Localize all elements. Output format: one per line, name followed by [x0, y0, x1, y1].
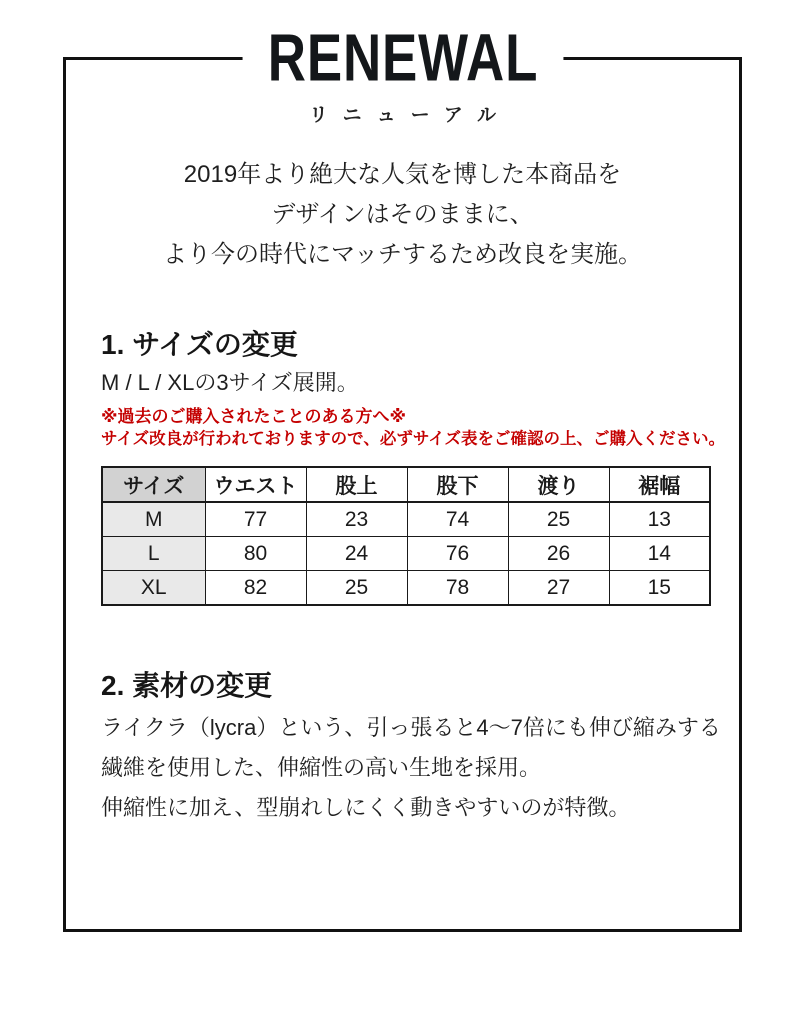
section2-heading: 2. 素材の変更 — [101, 670, 273, 701]
page-title: RENEWAL — [242, 21, 563, 95]
purchase-notice — [101, 406, 726, 450]
section-size-change — [101, 327, 726, 606]
cell-value: 78 — [407, 571, 508, 606]
col-header-size: サイズ — [102, 467, 205, 502]
cell-value: 25 — [306, 571, 407, 606]
intro-line: より今の時代にマッチするため改良を実施。 — [162, 241, 643, 268]
cell-value: 27 — [508, 571, 609, 606]
col-header-inseam: 股下 — [407, 467, 508, 502]
cell-value: 24 — [306, 537, 407, 571]
notice-line: サイズ改良が行われておりますので、必ずサイズ表をご確認の上、ご購入ください。 — [101, 430, 726, 448]
section1-subtext: M / L / XLの3サイズ展開。 — [101, 370, 359, 395]
content-frame — [63, 20, 742, 932]
cell-value: 13 — [609, 502, 710, 537]
section2-line: 繊維を使用した、伸縮性の高い生地を採用。 — [101, 755, 542, 780]
page-title-wrap — [66, 20, 739, 96]
col-header-rise: 股上 — [306, 467, 407, 502]
cell-value: 26 — [508, 537, 609, 571]
intro-line: デザインはそのままに、 — [271, 201, 534, 228]
section2-body — [101, 708, 721, 828]
cell-value: 80 — [205, 537, 306, 571]
section2-line: 伸縮性に加え、型崩れしにくく動きやすいのが特徴。 — [101, 795, 631, 820]
cell-value: 77 — [205, 502, 306, 537]
col-header-hem: 裾幅 — [609, 467, 710, 502]
section1-heading: 1. サイズの変更 — [101, 329, 298, 360]
table-row-xl — [102, 571, 710, 606]
cell-value: 14 — [609, 537, 710, 571]
cell-value: 25 — [508, 502, 609, 537]
page-subtitle: リニューアル — [309, 105, 511, 126]
cell-value: 76 — [407, 537, 508, 571]
section2-line: ライクラ（lycra）という、引っ張ると4〜7倍にも伸び縮みする — [101, 715, 721, 740]
cell-value: 23 — [306, 502, 407, 537]
cell-size: XL — [102, 571, 205, 606]
intro-text — [101, 155, 704, 275]
col-header-thigh: 渡り — [508, 467, 609, 502]
table-row-l — [102, 537, 710, 571]
cell-size: M — [102, 502, 205, 537]
notice-line: ※過去のご購入されたことのある方へ※ — [101, 407, 407, 426]
cell-value: 74 — [407, 502, 508, 537]
cell-size: L — [102, 537, 205, 571]
cell-value: 82 — [205, 571, 306, 606]
size-table-header-row — [102, 467, 710, 502]
size-table — [101, 466, 711, 606]
cell-value: 15 — [609, 571, 710, 606]
table-row-m — [102, 502, 710, 537]
col-header-waist: ウエスト — [205, 467, 306, 502]
section-material-change — [101, 668, 721, 828]
intro-line: 2019年より絶大な人気を博した本商品を — [183, 161, 622, 188]
